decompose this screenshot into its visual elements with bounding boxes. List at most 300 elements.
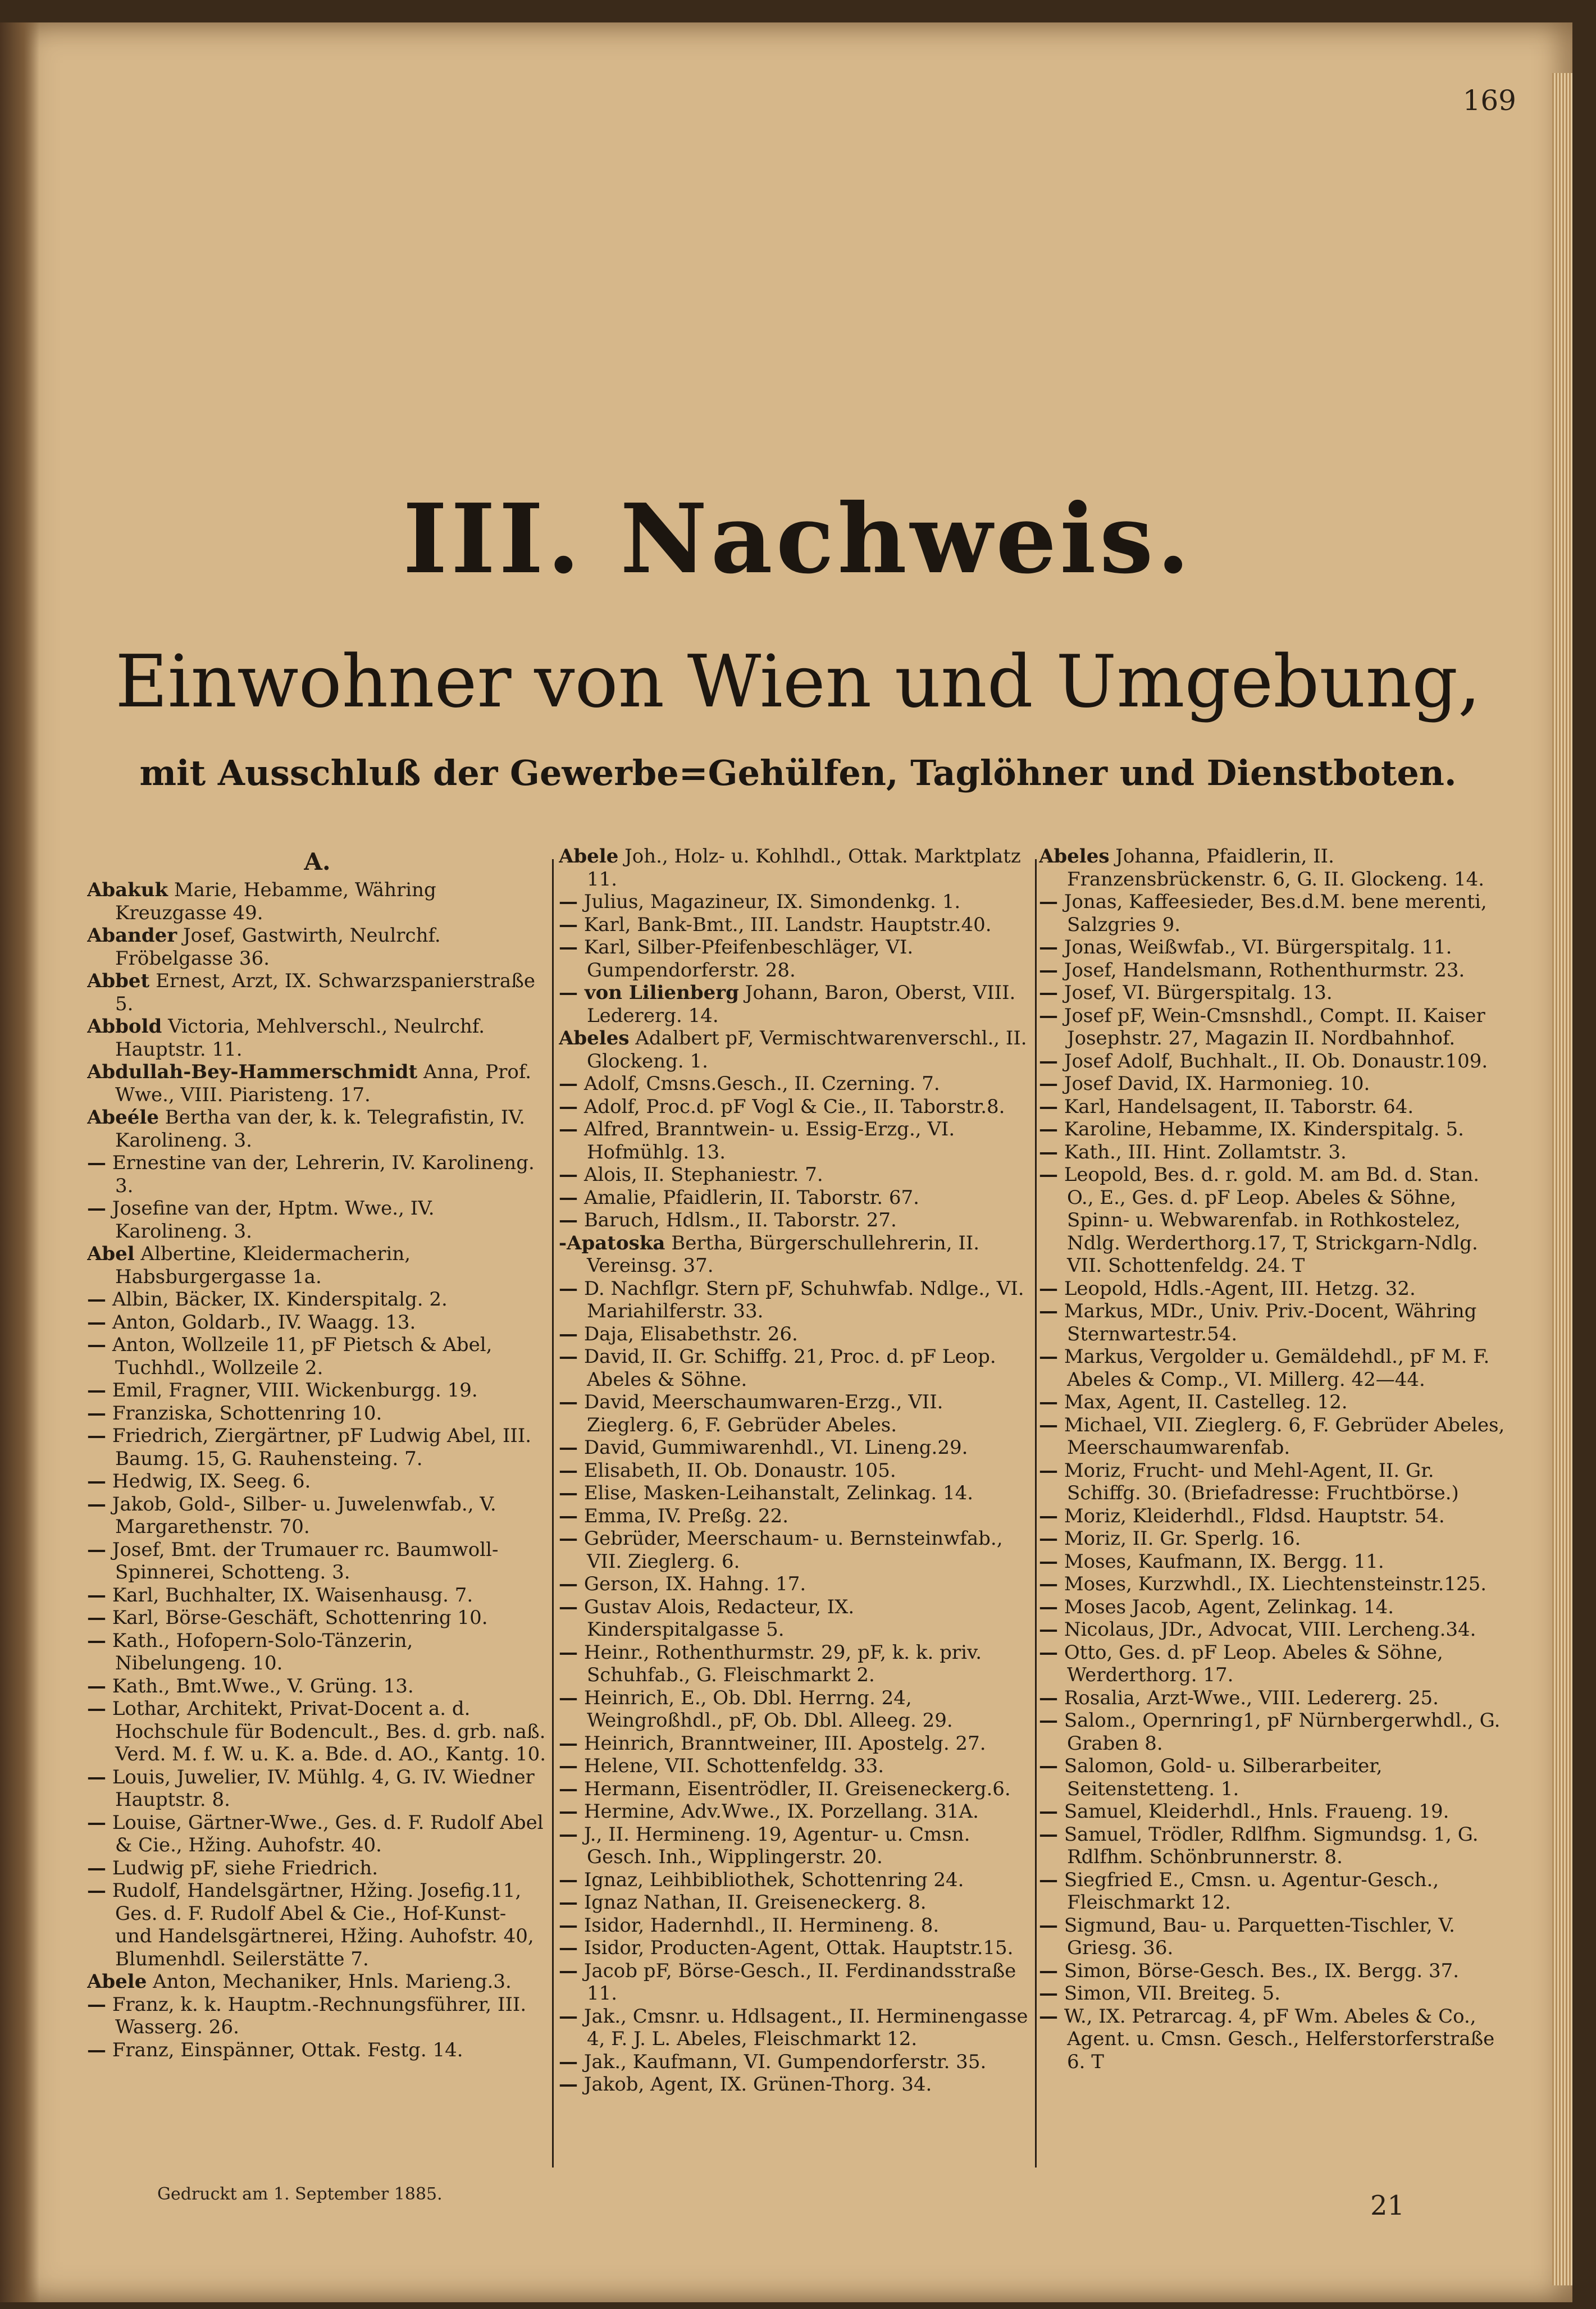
entry-surname: — [1039,1049,1058,1073]
entry-surname: — [1039,1823,1058,1846]
entry-surname: — [559,913,578,936]
directory-entry [559,845,1030,891]
directory-entry [1039,1118,1511,1141]
directory-entry [559,1073,1030,1096]
directory-entry [559,936,1030,982]
directory-entry [1039,1755,1511,1800]
directory-entry [87,1311,548,1334]
entry-details: Julius, Magazineur, IX. Simondenkg. 1. [583,891,961,913]
directory-entry [87,1152,548,1197]
directory-entry [559,1573,1030,1596]
directory-entry [1039,1141,1511,1164]
entry-details: Gebrüder, Meerschaum- u. Bernsteinwfab., VII. Zieglerg. 6. [583,1527,1003,1573]
page-title: III. Nachweis. [403,483,1193,595]
entry-surname: — [1039,1413,1058,1436]
entry-details: W., IX. Petrarcag. 4, pF Wm. Abeles & Co., Agent. u. Cmsn. Gesch., Helferstorferstraße 6. T [1064,2005,1495,2073]
directory-entry [87,1015,548,1061]
entry-details: Kath., Hofopern-Solo-Tänzerin, Nibelungeng. 10. [112,1629,413,1674]
entry-details: Karl, Börse-Geschäft, Schottenring 10. [112,1607,488,1629]
directory-entry [559,1459,1030,1482]
directory-entry [559,1937,1030,1960]
directory-entry [1039,1982,1511,2005]
directory-entry [1039,1505,1511,1528]
column-divider [1035,859,1037,2167]
entry-details: Karl, Silber-Pfeifenbeschläger, VI. Gumpendorferstr. 28. [583,936,914,982]
entry-details: Nicolaus, JDr., Advocat, VIII. Lercheng.34. [1064,1618,1476,1641]
entry-surname: — [87,1152,106,1174]
entry-details: Isidor, Hadernhdl., II. Hermineng. 8. [583,1914,940,1937]
directory-entry [559,1800,1030,1823]
entry-surname: — [1039,1391,1058,1413]
entry-surname: — [1039,982,1058,1004]
entry-surname: — [1039,1163,1058,1186]
page-edge [1552,73,1572,2285]
directory-entry [559,1277,1030,1323]
directory-entry [559,1391,1030,1436]
entry-details: Franziska, Schottenring 10. [112,1402,382,1425]
directory-entry [87,1493,548,1539]
entry-details: Rosalia, Arzt-Wwe., VIII. Ledererg. 25. [1064,1686,1439,1709]
entry-surname: Abele [559,845,619,868]
entry-surname: — [559,1641,578,1664]
entry-surname: — [1039,1914,1058,1937]
directory-entry [1039,1345,1511,1391]
entry-surname: — [87,1629,106,1652]
entry-details: Simon, Börse-Gesch. Bes., IX. Bergg. 37. [1064,1959,1460,1982]
directory-entry [1039,1618,1511,1641]
entry-details: David, Meerschaumwaren-Erzg., VII. Zieglerg. 6, F. Gebrüder Abeles. [583,1391,943,1436]
entry-surname: Abdullah-Bey-Hammerschmidt [87,1061,418,1083]
entry-details: Josef, Bmt. der Trumauer rc. Baumwoll-Spinnerei, Schotteng. 3. [112,1538,499,1584]
entry-surname: — [559,2005,578,2028]
entry-surname: — [1039,1073,1058,1095]
entry-details: Helene, VII. Schottenfeldg. 33. [583,1755,884,1777]
entry-details: Moriz, Kleiderhdl., Fldsd. Hauptstr. 54. [1064,1504,1445,1527]
entry-details: Isidor, Producten-Agent, Ottak. Hauptstr.15. [583,1937,1014,1959]
directory-entry [1039,1391,1511,1414]
entry-surname: Abeles [559,1027,630,1049]
entry-surname: — [87,1470,106,1493]
entry-details: Ernestine van der, Lehrerin, IV. Karolineng. 3. [112,1152,535,1197]
entry-details: Ludwig pF, siehe Friedrich. [112,1856,379,1879]
entry-details: Josefine van der, Hptm. Wwe., IV. Karolineng. 3. [112,1197,435,1243]
entry-details: Simon, VII. Breiteg. 5. [1064,1982,1281,2005]
entry-details: D. Nachflgr. Stern pF, Schuhwfab. Ndlge., VI. Mariahilferstr. 33. [583,1277,1024,1322]
directory-entry [1039,1096,1511,1119]
directory-entry [87,1402,548,1425]
entry-details: Ignaz Nathan, II. Greiseneckerg. 8. [583,1891,927,1914]
entry-details: Marie, Hebamme, Währing Kreuzgasse 49. [115,879,436,924]
directory-entry [559,2051,1030,2074]
entry-details: Heinrich, E., Ob. Dbl. Herrng. 24, Weingroßhdl., pF, Ob. Dbl. Alleeg. 29. [583,1686,953,1732]
entry-surname: — [1039,1277,1058,1300]
entry-details: David, Gummiwarenhdl., VI. Lineng.29. [583,1436,968,1459]
entry-details: Louise, Gärtner-Wwe., Ges. d. F. Rudolf Abel & Cie., Hžing. Auhofstr. 40. [112,1811,544,1856]
entry-surname: — [1039,1959,1058,1982]
directory-entry [87,1697,548,1766]
directory-entry [559,1436,1030,1459]
entry-surname: — [87,2038,106,2061]
entry-surname: Abeles [1039,845,1110,868]
directory-entry [1039,1869,1511,1914]
directory-entry [559,2005,1030,2051]
directory-entry [559,1687,1030,1732]
section-letter: A. [304,848,331,875]
directory-entry [87,1675,548,1698]
entry-surname: Abel [87,1243,135,1265]
entry-surname: — [559,1163,578,1186]
entry-details: Johann, Baron, Oberst, VIII. Ledererg. 14. [587,982,1016,1027]
directory-entry [559,1755,1030,1778]
directory-entry [87,1106,548,1152]
entry-details: Anna, Prof. Wwe., VIII. Piaristeng. 17. [115,1061,531,1106]
entry-surname: — [1039,959,1058,982]
entry-details: Leopold, Hdls.-Agent, III. Hetzg. 32. [1064,1277,1416,1300]
entry-surname: — [87,1879,106,1902]
entry-surname: — [1039,1800,1058,1823]
entry-surname: — [1039,1868,1058,1891]
directory-entry [87,1379,548,1402]
directory-entry [87,879,548,924]
entry-details: Elise, Masken-Leihanstalt, Zelinkag. 14. [583,1482,974,1504]
directory-entry [87,1539,548,1584]
directory-entry [559,982,1030,1027]
directory-entry [559,1505,1030,1528]
entry-details: Joh., Holz- u. Kohlhdl., Ottak. Marktplatz 11. [587,845,1021,891]
directory-entry [559,1914,1030,1937]
entry-details: Heinrich, Branntweiner, III. Apostelg. 27. [583,1732,986,1755]
entry-details: Jakob, Agent, IX. Grünen-Thorg. 34. [583,2073,932,2096]
directory-entry [1039,2005,1511,2074]
entry-surname: — [1039,1641,1058,1664]
directory-entry [87,1584,548,1607]
entry-surname: — [87,1379,106,1402]
directory-entry [559,1823,1030,1869]
directory-entry [1039,1800,1511,1823]
directory-entry [1039,1300,1511,1345]
entry-details: Lothar, Architekt, Privat-Docent a. d. Hochschule für Bodencult., Bes. d. grb. naß. Verd. M. f. W. u. K. a. Bde. d. AO., Kantg. 10. [112,1697,546,1765]
entry-surname: — [87,1697,106,1720]
directory-entry [1039,1277,1511,1300]
page-subtitle: Einwohner von Wien und Umgebung, [115,640,1481,724]
entry-surname: — [1039,1504,1058,1527]
entry-details: Josef David, IX. Harmonieg. 10. [1064,1073,1370,1095]
directory-entry [559,1869,1030,1892]
entry-surname: — [87,1425,106,1447]
entry-details: Adalbert pF, Vermischtwarenverschl., II. Glockeng. 1. [587,1027,1027,1073]
entry-surname: — [1039,1300,1058,1322]
entry-surname: Abbold [87,1015,162,1038]
entry-surname: Abele [87,1970,147,1993]
directory-entry [559,1527,1030,1573]
signature-mark: 21 [1370,2190,1405,2221]
entry-surname: — [559,1322,578,1345]
entry-details: Moses Jacob, Agent, Zelinkag. 14. [1064,1595,1394,1618]
directory-entry [1039,1163,1511,1277]
entry-details: Sigmund, Bau- u. Parquetten-Tischler, V. Griesg. 36. [1064,1914,1455,1959]
entry-details: Markus, Vergolder u. Gemäldehdl., pF M. F. Abeles & Comp., VI. Millerg. 42—44. [1064,1345,1490,1391]
entry-details: Adolf, Proc.d. pF Vogl & Cie., II. Taborstr.8. [583,1095,1005,1118]
directory-entry [1039,1414,1511,1459]
directory-entry [1039,1050,1511,1073]
directory-entry [1039,1073,1511,1096]
directory-entry [87,1334,548,1379]
directory-entry [1039,936,1511,959]
directory-entry [87,1288,548,1311]
directory-entry [559,2073,1030,2096]
directory-column-2 [559,845,1030,2193]
entry-details: Karl, Bank-Bmt., III. Landstr. Hauptstr.40. [583,913,992,936]
entry-surname: — [559,1345,578,1368]
directory-entry [87,1197,548,1243]
directory-entry [87,1811,548,1857]
directory-entry [1039,1459,1511,1505]
entry-surname: — [1039,1095,1058,1118]
entry-surname: — [87,1584,106,1607]
entry-details: Alois, II. Stephaniestr. 7. [583,1163,823,1186]
entry-surname: — [87,1607,106,1629]
entry-details: Markus, MDr., Univ. Priv.-Docent, Währing Sternwartestr.54. [1064,1300,1477,1345]
directory-entry [559,1732,1030,1755]
directory-entry [1039,1641,1511,1687]
entry-surname: — [559,1868,578,1891]
directory-entry [87,1630,548,1675]
entry-details: Samuel, Trödler, Rdlfhm. Sigmundsg. 1, G. Rdlfhm. Schönbrunnerstr. 8. [1064,1823,1479,1868]
directory-column-1 [87,845,548,2193]
entry-surname: — [1039,891,1058,913]
entry-surname: — [87,1402,106,1425]
directory-entry [559,1118,1030,1163]
entry-surname: — [559,936,578,959]
entry-details: Daja, Elisabethstr. 26. [583,1322,798,1345]
entry-surname: — [559,1823,578,1846]
entry-surname: — [1039,1686,1058,1709]
directory-entry [1039,959,1511,982]
directory-entry [1039,1823,1511,1869]
entry-surname: — [559,1073,578,1095]
directory-entry [87,1425,548,1470]
directory-entry [87,1061,548,1106]
entry-surname: — [559,1914,578,1937]
entry-surname: — [87,1493,106,1516]
entry-surname: — [559,1527,578,1550]
directory-entry [559,1482,1030,1505]
entry-surname: — [1039,1527,1058,1550]
entry-surname: — [1039,1595,1058,1618]
entry-details: Karl, Handelsagent, II. Taborstr. 64. [1064,1095,1414,1118]
entry-surname: — [559,1504,578,1527]
entry-surname: — [87,1856,106,1879]
entry-details: Alfred, Branntwein- u. Essig-Erzg., VI. Hofmühlg. 13. [583,1118,955,1163]
entry-surname: Abander [87,924,177,947]
entry-surname: — [559,1482,578,1504]
directory-entry [559,1096,1030,1119]
entry-details: Hermann, Eisentrödler, II. Greiseneckerg.6. [583,1777,1011,1800]
directory-entry [87,1766,548,1811]
directory-entry [1039,1687,1511,1710]
directory-entry [1039,982,1511,1005]
entry-surname: — [559,1595,578,1618]
entry-details: Jak., Kaufmann, VI. Gumpendorferstr. 35. [583,2050,987,2073]
entry-details: Anton, Goldarb., IV. Waagg. 13. [112,1311,416,1334]
entry-surname: — [1039,1550,1058,1573]
entry-surname: — [559,1959,578,1982]
entry-surname: — [559,1459,578,1482]
column-divider [552,859,554,2167]
entry-surname: — [559,1732,578,1755]
directory-entry [559,1232,1030,1277]
entry-details: Josef pF, Wein-Cmsnshdl., Compt. II. Kaiser Josephstr. 27, Magazin II. Nordbahnhof. [1064,1004,1485,1049]
directory-entry [559,1778,1030,1801]
entry-surname: — [1039,1459,1058,1482]
entry-surname: — [87,1765,106,1788]
entry-details: Jacob pF, Börse-Gesch., II. Ferdinandsstraße 11. [583,1959,1016,2005]
directory-entry [559,914,1030,937]
entry-details: David, II. Gr. Schiffg. 21, Proc. d. pF Leop. Abeles & Söhne. [583,1345,996,1391]
directory-entry [1039,1960,1511,1983]
entry-details: Ignaz, Leihbibliothek, Schottenring 24. [583,1868,964,1891]
entry-surname: — [559,1391,578,1413]
entry-details: Adolf, Cmsns.Gesch., II. Czerning. 7. [583,1073,940,1095]
entry-details: Emma, IV. Preßg. 22. [583,1504,789,1527]
entry-details: Victoria, Mehlverschl., Neulrchf. Hauptstr. 11. [115,1015,485,1061]
entry-surname: — [559,1891,578,1914]
entry-details: Anton, Wollzeile 11, pF Pietsch & Abel, Tuchhdl., Wollzeile 2. [112,1334,493,1379]
entry-details: Jonas, Kaffeesieder, Bes.d.M. bene merenti, Salzgries 9. [1064,891,1487,936]
entry-surname: -Apatoska [559,1231,665,1254]
directory-entry [87,1607,548,1630]
book-spine [0,22,39,2302]
directory-entry [87,2039,548,2062]
entry-details: Amalie, Pfaidlerin, II. Taborstr. 67. [583,1186,919,1209]
entry-surname: — [87,1288,106,1311]
directory-entry [559,1323,1030,1346]
entry-surname: — [559,1118,578,1140]
entry-surname: — [1039,1118,1058,1140]
entry-surname: — [559,2073,578,2096]
directory-column-3 [1039,845,1511,2193]
entry-details: Albin, Bäcker, IX. Kinderspitalg. 2. [112,1288,448,1311]
entry-details: Leopold, Bes. d. r. gold. M. am Bd. d. Stan. O., E., Ges. d. pF Leop. Abeles & Söhne, Spinn- u. Webwarenfab. in Rothkostelez, Ndlg. Werderthorg.17, T, Strickgarn-Ndlg. VII. Schottenfeldg. 24. T [1064,1163,1480,1277]
entry-surname: — [559,1277,578,1300]
directory-entry [87,1970,548,1993]
entry-details: Kath., Bmt.Wwe., V. Grüng. 13. [112,1674,414,1697]
entry-surname: — [87,1334,106,1356]
entry-details: Ernest, Arzt, IX. Schwarzspanierstraße 5. [115,970,536,1015]
directory-entry [87,1993,548,2039]
entry-details: Albertine, Kleidermacherin, Habsburgergasse 1a. [115,1243,411,1288]
directory-entry [87,1857,548,1880]
entry-details: Karl, Buchhalter, IX. Waisenhausg. 7. [112,1584,473,1607]
entry-details: Rudolf, Handelsgärtner, Hžing. Josefig.11, Ges. d. F. Rudolf Abel & Cie., Hof-Kunst- und Handelsgärtnerei, Hžing. Auhofstr. 40, Blumenhdl. Seilerstätte 7. [112,1879,534,1970]
entry-surname: — [559,1800,578,1823]
entry-details: Franz, k. k. Hauptm.-Rechnungsführer, III. Wasserg. 26. [112,1993,527,2038]
entry-details: Gerson, IX. Hahng. 17. [583,1573,806,1595]
entry-details: Josef Adolf, Buchhalt., II. Ob. Donaustr.109. [1064,1049,1488,1073]
entry-details: J., II. Hermineng. 19, Agentur- u. Cmsn. Gesch. Inh., Wipplingerstr. 20. [583,1823,970,1868]
entry-surname: — [1039,1345,1058,1368]
entry-details: Josef, Handelsmann, Rothenthurmstr. 23. [1064,959,1465,982]
entry-details: Otto, Ges. d. pF Leop. Abeles & Söhne, Werderthorg. 17. [1064,1641,1443,1686]
entry-surname: — [559,1186,578,1209]
entry-surname: — [1039,1755,1058,1777]
directory-entry [87,970,548,1015]
entry-details: Emil, Fragner, VIII. Wickenburgg. 19. [112,1379,478,1402]
entry-details: Bertha, Bürgerschullehrerin, II. Vereinsg. 37. [587,1231,980,1277]
entry-surname: — [1039,1618,1058,1641]
directory-entry [559,1960,1030,2005]
entry-surname: — von Lilienberg [559,982,739,1004]
entry-details: Moriz, Frucht- und Mehl-Agent, II. Gr. Schiffg. 30. (Briefadresse: Fruchtbörse.) [1064,1459,1459,1504]
entry-surname: — [559,891,578,913]
directory-entry [1039,1914,1511,1960]
entry-surname: — [87,1811,106,1834]
entry-surname: — [1039,1709,1058,1732]
entry-details: Hedwig, IX. Seeg. 6. [112,1470,311,1493]
entry-details: Baruch, Hdlsm., II. Taborstr. 27. [583,1209,897,1231]
entry-surname: — [87,1197,106,1220]
entry-surname: — [1039,1982,1058,2005]
directory-entry [1039,1573,1511,1596]
entry-surname: — [559,1095,578,1118]
directory-entry [559,1187,1030,1210]
directory-entry [559,1163,1030,1187]
directory-entry [1039,845,1511,891]
directory-entry [1039,1005,1511,1050]
entry-surname: — [1039,936,1058,959]
page-subtitle-note: mit Ausschluß der Gewerbe=Gehülfen, Taglöhner und Dienstboten. [139,752,1457,793]
directory-entry [559,1027,1030,1073]
page-number: 169 [1462,84,1516,117]
entry-details: Bertha van der, k. k. Telegrafistin, IV. Karolineng. 3. [115,1106,525,1152]
entry-details: Josef, VI. Bürgerspitalg. 13. [1064,982,1333,1004]
entry-details: Moses, Kaufmann, IX. Bergg. 11. [1064,1550,1384,1573]
entry-details: Salom., Opernring1, pF Nürnbergerwhdl., G. Graben 8. [1064,1709,1501,1755]
entry-surname: — [87,1538,106,1561]
entry-surname: — [559,1686,578,1709]
entry-details: Hermine, Adv.Wwe., IX. Porzellang. 31A. [583,1800,979,1823]
entry-details: Kath., III. Hint. Zollamtstr. 3. [1064,1140,1347,1163]
directory-entry [1039,1550,1511,1573]
entry-details: Elisabeth, II. Ob. Donaustr. 105. [583,1459,896,1482]
entry-details: Franz, Einspänner, Ottak. Festg. 14. [112,2038,463,2061]
entry-details: Jakob, Gold-, Silber- u. Juwelenwfab., V. Margarethenstr. 70. [112,1493,496,1538]
entry-surname: — [87,1674,106,1697]
entry-details: Jonas, Weißwfab., VI. Bürgerspitalg. 11. [1064,936,1452,959]
entry-details: Friedrich, Ziergärtner, pF Ludwig Abel, III. Baumg. 15, G. Rauhensteing. 7. [112,1425,532,1470]
entry-surname: — [1039,1140,1058,1163]
entry-surname: — [559,2050,578,2073]
entry-details: Moriz, II. Gr. Sperlg. 16. [1064,1527,1301,1550]
directory-entry [1039,1709,1511,1755]
entry-details: Samuel, Kleiderhdl., Hnls. Fraueng. 19. [1064,1800,1449,1823]
directory-entry [87,1879,548,1970]
entry-details: Johanna, Pfaidlerin, II. Franzensbrückenstr. 6, G. II. Glockeng. 14. [1067,845,1485,891]
directory-entry [559,1891,1030,1914]
entry-details: Gustav Alois, Redacteur, IX. Kinderspitalgasse 5. [583,1595,855,1641]
directory-entry [559,1641,1030,1687]
directory-entry [559,1596,1030,1641]
entry-surname: Abakuk [87,879,168,901]
entry-surname: — [1039,2005,1058,2028]
entry-surname: — [559,1209,578,1231]
entry-details: Heinr., Rothenthurmstr. 29, pF, k. k. priv. Schuhfab., G. Fleischmarkt 2. [583,1641,982,1686]
directory-entry [559,1209,1030,1232]
entry-details: Max, Agent, II. Castelleg. 12. [1064,1391,1348,1413]
directory-entry [559,1345,1030,1391]
entry-surname: — [559,1573,578,1595]
directory-entry [87,924,548,970]
